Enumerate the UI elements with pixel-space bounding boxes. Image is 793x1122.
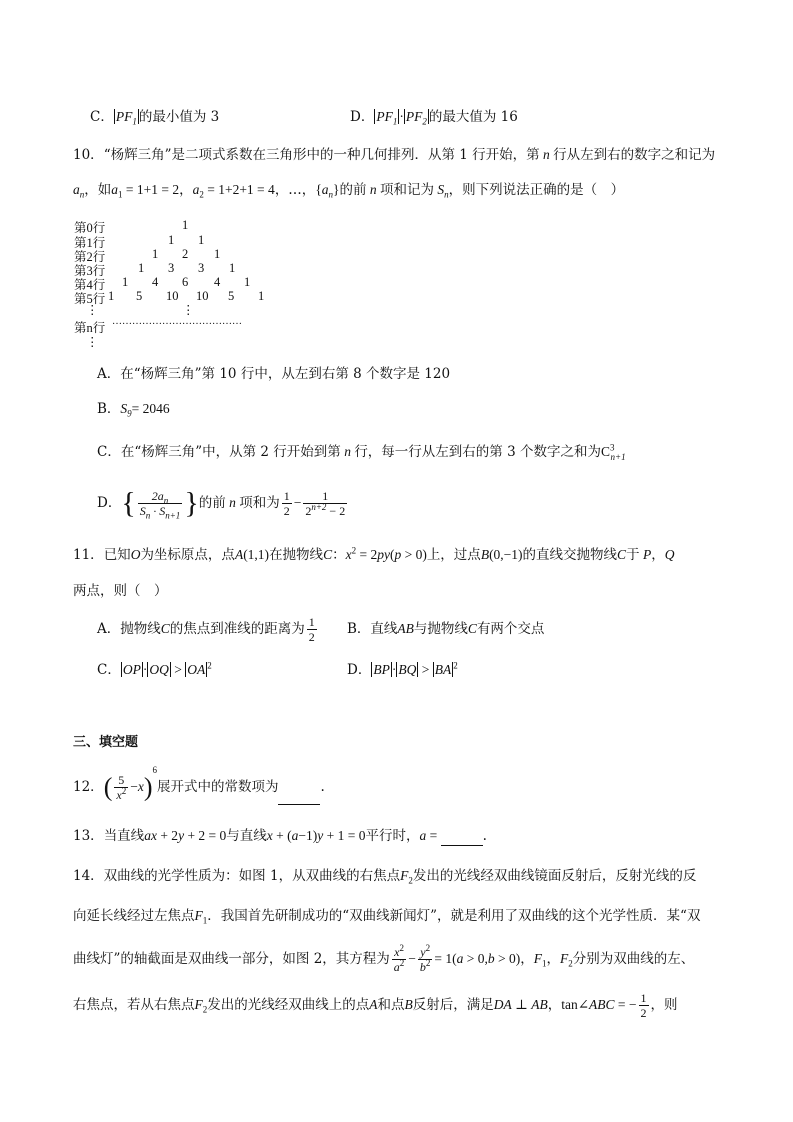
vertical-dots: ⋮ bbox=[86, 303, 99, 317]
q11-stem-line2: 两点，则（ ） bbox=[73, 583, 168, 599]
q14-line4: 右焦点，若从右焦点$F_2$发出的光线经双曲线上的点A和点B反射后，满足DA ⊥ AB，tan∠ABC = − $\frac{1}{2}$ ，则 bbox=[73, 991, 678, 1020]
vertical-dots: ⋮ bbox=[86, 335, 99, 349]
q11-option-c: C． OP · OQ > OA $^2$ bbox=[97, 660, 212, 678]
q14-line3: 曲线灯”的轴截面是双曲线一部分，如图 2，其方程为 $\frac{x^2}{a^2}$ − $\frac{y^2}{b^2}$ = 1(a > 0,b > 0)，$F_1$，$F_2$分别为双曲线的左、 bbox=[73, 943, 695, 974]
q10-option-c: C．在“杨辉三角”中，从第 2 行开始到第 n 行，每一行从左到右的第 3 个数字之和为$C^3_{n+1}$ bbox=[97, 442, 626, 462]
triangle-cell: 4 bbox=[214, 275, 221, 289]
q10-option-a: A．在“杨辉三角”第 10 行中，从左到右第 8 个数字是 120 bbox=[97, 366, 451, 382]
row-label: 第2行 bbox=[74, 250, 106, 264]
triangle-cell: 1 bbox=[258, 289, 265, 303]
row-label: 第4行 bbox=[74, 278, 106, 292]
triangle-cell: 2 bbox=[182, 247, 189, 261]
triangle-cell: 1 bbox=[152, 247, 159, 261]
triangle-cell: 1 bbox=[108, 289, 115, 303]
q13: 13．当直线ax + 2y + 2 = 0与直线x + (a−1)y + 1 = 0平行时，a = . bbox=[73, 828, 487, 844]
row-label: 第5行 bbox=[74, 292, 106, 306]
q10-stem-line1: 10．“杨辉三角”是二项式系数在三角形中的一种几何排列．从第 1 行开始，第 n 行从左到右的数字之和记为 bbox=[73, 147, 716, 163]
pascal-triangle-figure bbox=[74, 218, 294, 353]
vertical-dots: ⋮ bbox=[182, 303, 195, 317]
triangle-cell: 1 bbox=[182, 218, 189, 232]
q12: 12．( $\frac{5}{x^2}$ −x)$^6$展开式中的常数项为 . bbox=[73, 770, 325, 805]
triangle-cell: 6 bbox=[182, 275, 189, 289]
row-label: 第n行 bbox=[74, 321, 106, 335]
q10-stem-line2: $a_n$，如$a_1 = 1+1 = 2$，$a_2 = 1+2+1 = 4$，…，$\{a_n\}$的前 n 项和记为 $S_n$，则下列说法正确的是（ ） bbox=[73, 182, 625, 200]
triangle-cell: 1 bbox=[138, 261, 145, 275]
triangle-cell: 10 bbox=[196, 289, 209, 303]
triangle-cell: 1 bbox=[198, 233, 205, 247]
q14-line1: 14．双曲线的光学性质为：如图 1，从双曲线的右焦点$F_2$发出的光线经双曲线镜面反射后，反射光线的反 bbox=[73, 868, 697, 886]
triangle-cell: 5 bbox=[136, 289, 143, 303]
answer-blank[interactable] bbox=[278, 790, 320, 805]
q11-option-b: B．直线AB与抛物线C有两个交点 bbox=[347, 621, 545, 637]
q11-option-d: D． BP · BQ > BA $^2$ bbox=[347, 660, 458, 678]
q9-option-c: C． $PF_1$ 的最小值为 3 bbox=[90, 109, 220, 127]
triangle-cell: 3 bbox=[168, 261, 175, 275]
q9-option-d: D． $PF_1 \cdot PF_2$ 的最大值为 16 bbox=[350, 109, 518, 127]
q11-stem-line1: 11．已知O为坐标原点，点A(1,1)在抛物线C：$x^2 = 2py(p > 0)$上，过点B(0,−1)的直线交抛物线C于 P，Q bbox=[73, 545, 675, 563]
triangle-cell: 4 bbox=[152, 275, 159, 289]
row-label: 第3行 bbox=[74, 264, 106, 278]
triangle-cell: 10 bbox=[166, 289, 179, 303]
triangle-cell: 1 bbox=[229, 261, 236, 275]
triangle-cell: 1 bbox=[122, 275, 129, 289]
triangle-cell: 1 bbox=[214, 247, 221, 261]
section-title: 三、填空题 bbox=[73, 735, 139, 750]
math-pf1: $PF_1$ bbox=[115, 109, 137, 127]
triangle-cell: 5 bbox=[228, 289, 235, 303]
q11-option-a: A．抛物线C的焦点到准线的距离为 $\frac{1}{2}$ bbox=[97, 615, 315, 644]
q10-option-d: D．{ $\frac{2a_n}{S_n \cdot S_{n+1}}$ }的前 n 项和为 $\frac{1}{2}$ − $\frac{1}{2^{n+2} - 2}$ bbox=[97, 486, 346, 521]
triangle-cell: 1 bbox=[244, 275, 251, 289]
q14-line2: 向延长线经过左焦点$F_1$．我国首先研制成功的“双曲线新闻灯”，就是利用了双曲线的这个光学性质．某“双 bbox=[73, 908, 701, 926]
row-label: 第1行 bbox=[74, 236, 106, 250]
row-label: 第0行 bbox=[74, 221, 106, 235]
answer-blank[interactable] bbox=[441, 831, 483, 846]
q10-option-b: B．$S_9= 2046$ bbox=[97, 401, 170, 419]
nth-row-dots: ………………………………… bbox=[112, 316, 242, 327]
triangle-cell: 1 bbox=[168, 233, 175, 247]
triangle-cell: 3 bbox=[198, 261, 205, 275]
